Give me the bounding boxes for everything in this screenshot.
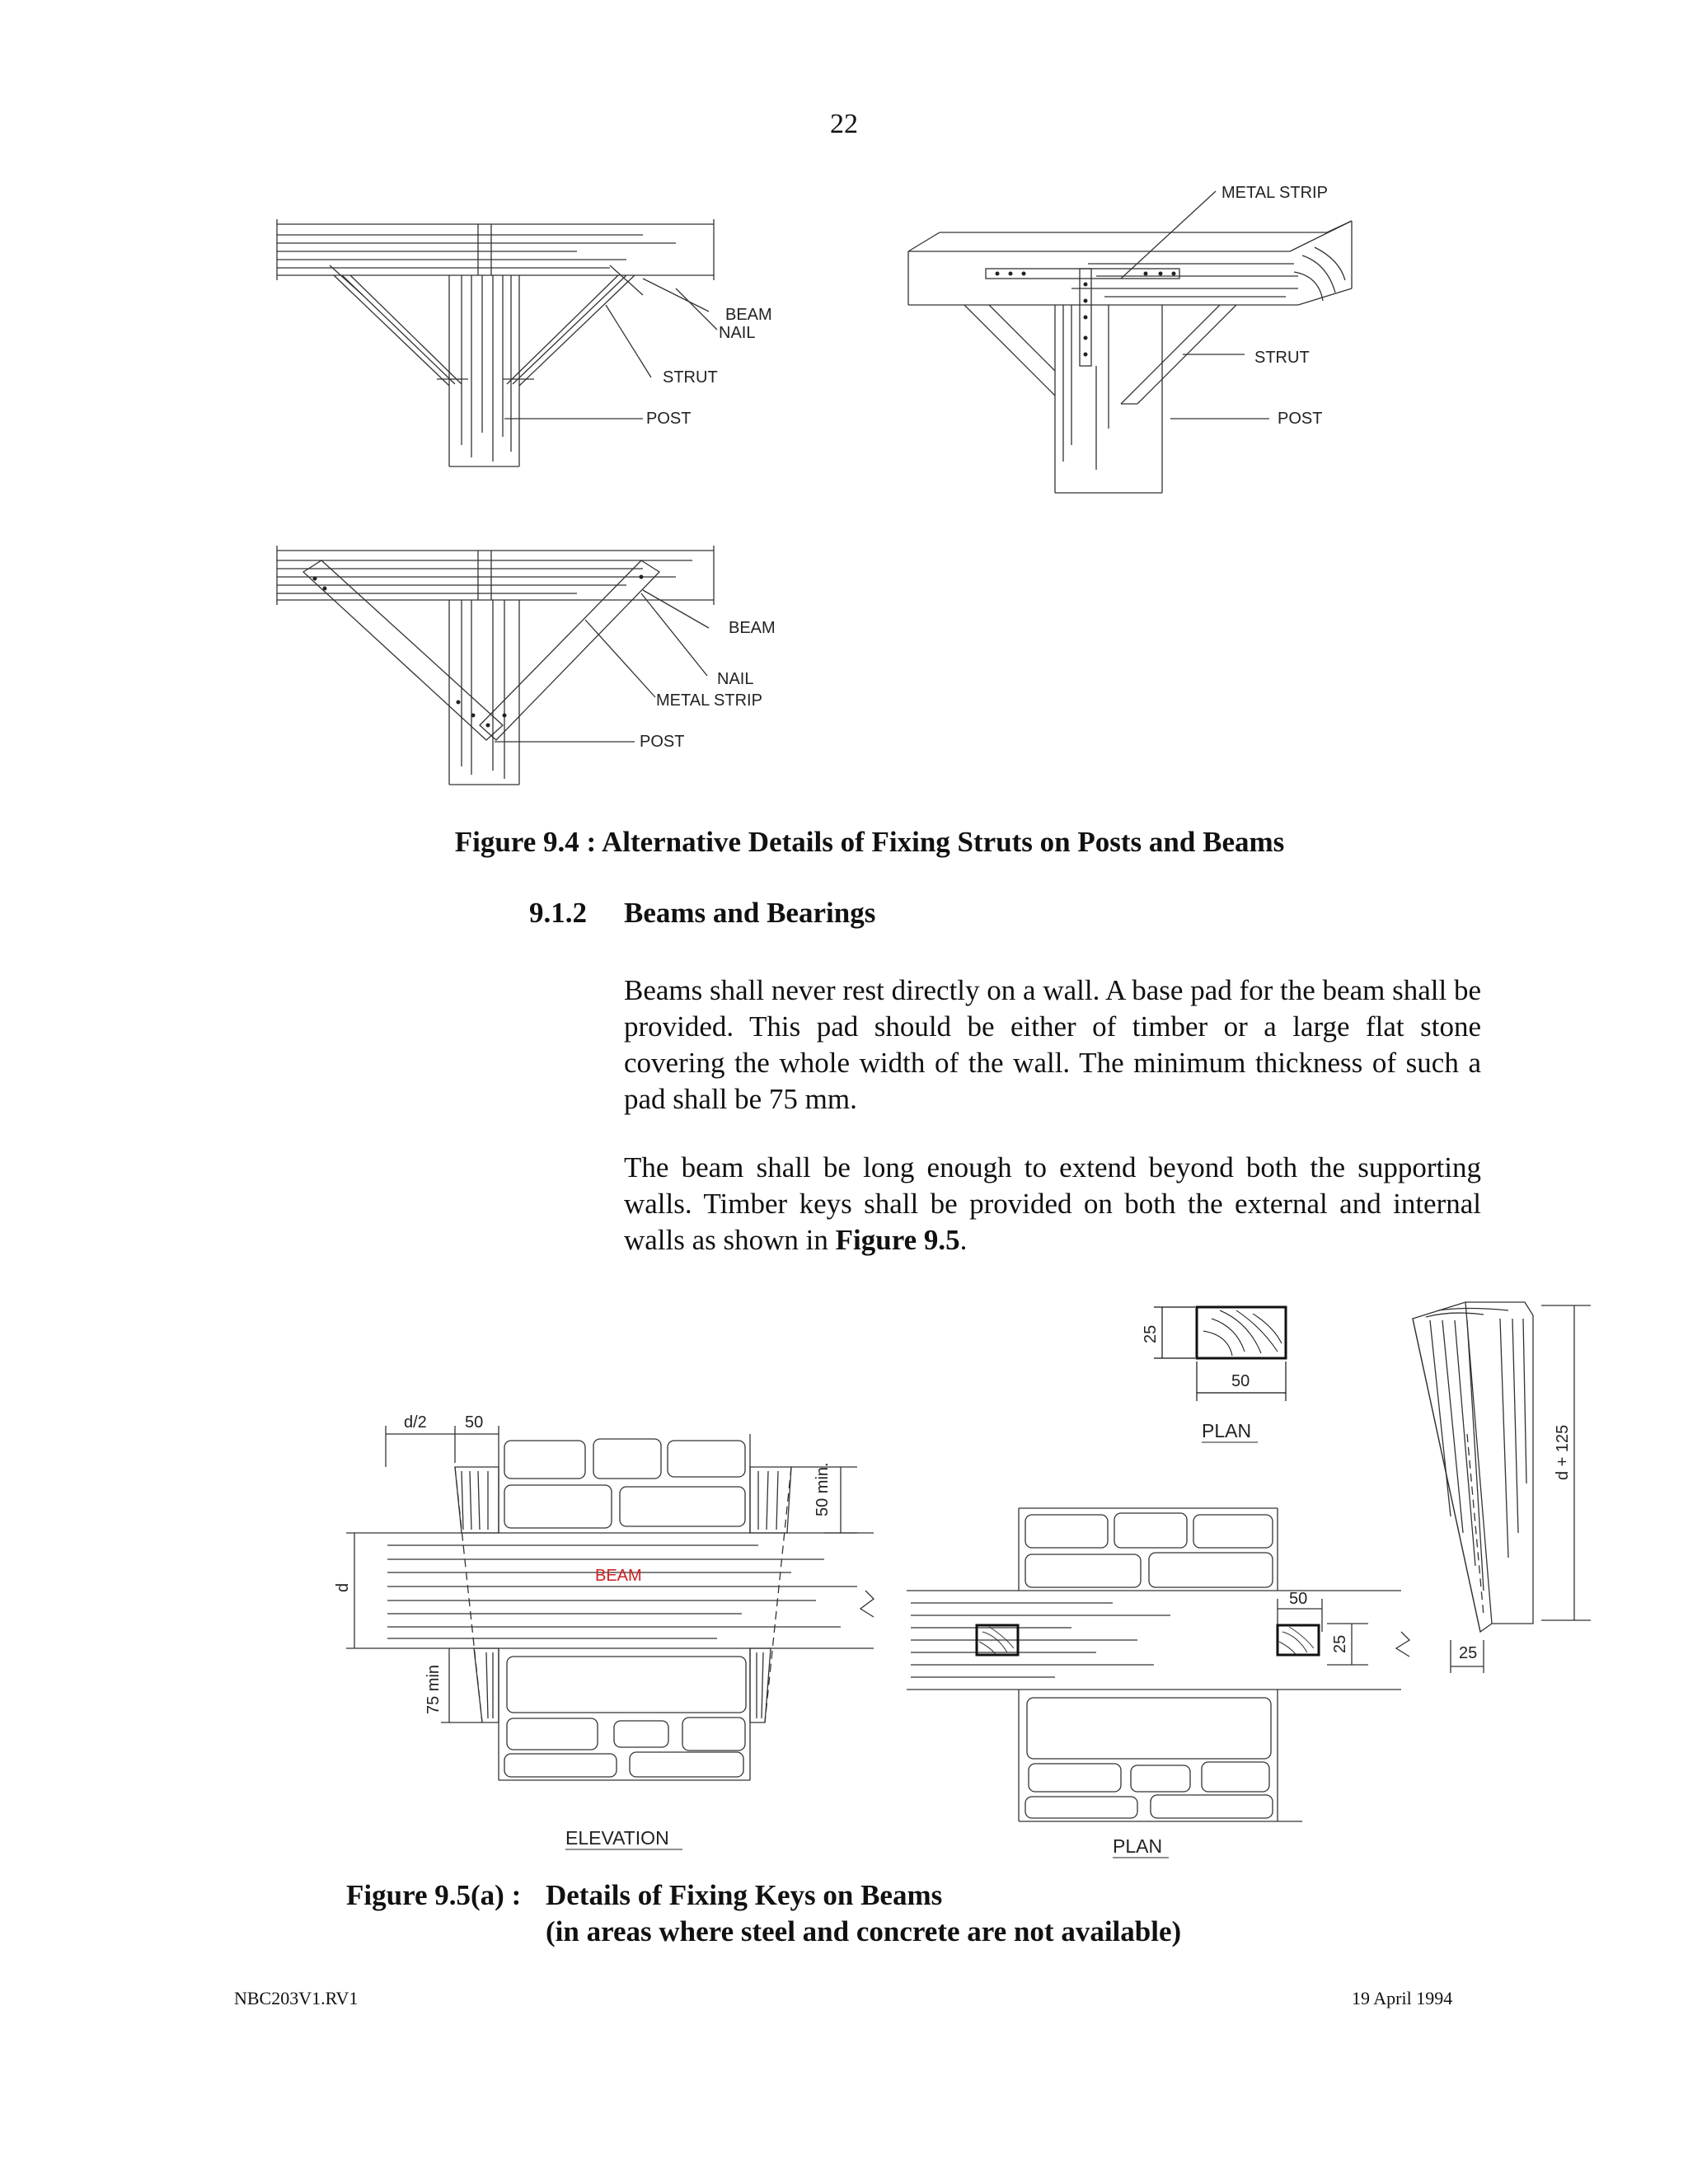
elevation-beam — [383, 1467, 874, 1722]
tapered-key-view — [1413, 1302, 1591, 1673]
dim-d2: d/2 — [404, 1413, 427, 1432]
label-post-c: POST — [640, 733, 685, 751]
label-plan-main: PLAN — [1113, 1835, 1163, 1857]
footer-date: 19 April 1994 — [1352, 1988, 1453, 2008]
paragraph-1: Beams shall never rest directly on a wall. A base pad for the beam shall be provided. This pad should be either of timber or a large flat stone covering the whole width of the wall. The minimum thickness of such a pad shall be 75 mm. — [624, 974, 1481, 1115]
section-title: Beams and Bearings — [624, 897, 876, 929]
dim-25-wedge: 25 — [1459, 1644, 1478, 1662]
dim-25-plan: 25 — [1331, 1634, 1349, 1653]
dim-d: d — [334, 1582, 352, 1592]
figure-reference: Figure 9.5 — [835, 1224, 960, 1256]
label-strut-a: STRUT — [663, 368, 718, 387]
label-beam-red: BEAM — [595, 1567, 642, 1585]
page-number: 22 — [830, 109, 858, 139]
dim-d-plus-125: d + 125 — [1554, 1424, 1572, 1480]
figure-9-5-caption-line2: (in areas where steel and concrete are not available) — [546, 1915, 1182, 1947]
dim-75-min: 75 min — [424, 1664, 443, 1714]
main-plan — [907, 1508, 1409, 1821]
detail-a — [277, 219, 717, 466]
label-beam-a: BEAM — [725, 306, 772, 324]
label-beam-c: BEAM — [729, 619, 776, 637]
label-nail-c: NAIL — [717, 670, 754, 688]
dim-25-key: 25 — [1142, 1324, 1160, 1343]
figure-9-5-caption-prefix: Figure 9.5(a) : — [346, 1879, 522, 1911]
label-metal-strip-top: METAL STRIP — [1221, 184, 1328, 202]
dim-50-min: 50 min. — [814, 1462, 832, 1516]
dim-50-plan: 50 — [1289, 1590, 1308, 1608]
dim-50-a: 50 — [465, 1413, 484, 1432]
detail-b — [908, 191, 1352, 493]
label-post-a: POST — [646, 410, 692, 428]
label-strut-b: STRUT — [1254, 349, 1310, 367]
figure-9-4-drawing — [0, 0, 1688, 824]
figure-9-5-drawing — [0, 1286, 1688, 1871]
paragraph-2-text: The beam shall be long enough to extend beyond both the supporting walls. Timber keys shall be provided on both the external and internal walls as shown in — [624, 1151, 1481, 1256]
label-plan-key: PLAN — [1202, 1420, 1252, 1441]
label-post-b: POST — [1278, 410, 1323, 428]
elevation-wall — [455, 1434, 791, 1780]
footer-document-code: NBC203V1.RV1 — [234, 1988, 359, 2008]
label-metal-strip-c: METAL STRIP — [656, 691, 762, 710]
label-nail-a: NAIL — [719, 324, 756, 342]
figure-9-5-caption-line1: Details of Fixing Keys on Beams — [546, 1879, 943, 1911]
paragraph-2: The beam shall be long enough to extend beyond both the supporting walls. Timber keys shall be provided on both the external and internal walls as shown in Figure 9.5. — [624, 1151, 1481, 1256]
dim-50-key: 50 — [1231, 1372, 1250, 1390]
section-number: 9.1.2 — [529, 897, 587, 929]
label-elevation: ELEVATION — [565, 1827, 669, 1849]
figure-9-4-caption: Figure 9.4 : Alternative Details of Fixing Struts on Posts and Beams — [454, 826, 1285, 858]
